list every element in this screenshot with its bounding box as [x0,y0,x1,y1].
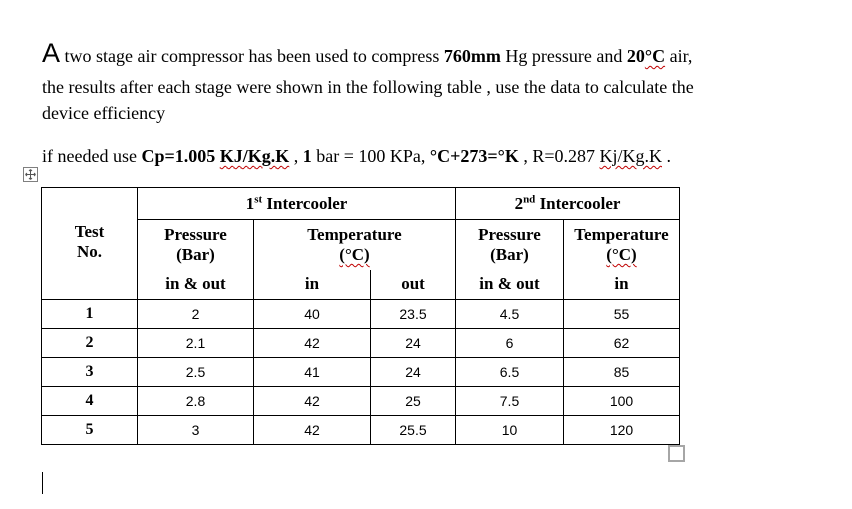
table-row [42,357,680,386]
temperature-1-in-cell: 42 [254,328,371,357]
test-number-cell: 5 [42,415,138,444]
pressure-1-in-out: in & out [138,270,254,300]
question-line-1 [42,38,692,69]
text-segment: air, [665,46,693,66]
test-header-bottom [42,270,138,300]
pressure-2-cell: 7.5 [456,386,564,415]
intercooler-1-header: 1st Intercooler [138,188,456,220]
pressure-2-cell: 6 [456,328,564,357]
test-number-cell: 2 [42,328,138,357]
cp-unit: KJ/Kg.K [219,146,290,166]
pressure-1-header: Pressure (Bar) [138,220,254,270]
move-arrows-icon [25,169,36,180]
temperature-1-out-cell: 23.5 [371,299,456,328]
table-resize-handle[interactable] [668,445,685,462]
temperature-1-out-cell: 25.5 [371,415,456,444]
text-segment: . [662,146,671,166]
cp-value: Cp=1.005 [141,146,220,166]
temperature-2-in-cell: 85 [564,357,680,386]
pressure-1-cell: 3 [138,415,254,444]
r-unit: Kj/Kg.K [599,146,662,166]
temperature-1-in-cell: 42 [254,386,371,415]
temperature-2-in-cell: 100 [564,386,680,415]
table-row [42,386,680,415]
test-number-header: Test No. [42,220,138,270]
temperature-1-out-cell: 24 [371,357,456,386]
table-move-handle[interactable] [23,167,38,182]
table-row [42,299,680,328]
table-row [42,415,680,444]
pressure-2-in-out: in & out [456,270,564,300]
table-row [42,328,680,357]
bold-temperature-value: 20 [626,46,645,66]
test-number-cell: 4 [42,386,138,415]
temperature-1-out-cell: 25 [371,386,456,415]
pressure-2-header: Pressure (Bar) [456,220,564,270]
header-row-in-out [42,270,680,300]
temperature-2-in-cell: 62 [564,328,680,357]
text-segment: Hg pressure and [500,46,627,66]
question-line-4 [42,146,671,167]
pressure-2-cell: 6.5 [456,357,564,386]
temperature-1-in-cell: 41 [254,357,371,386]
test-number-cell: 3 [42,357,138,386]
temperature-2-in: in [564,270,680,300]
kelvin-conversion: °C+273=°K [429,146,519,166]
test-number-cell: 1 [42,299,138,328]
question-line-3: device efficiency [42,103,166,123]
temperature-1-in-cell: 42 [254,415,371,444]
text-cursor [42,472,43,494]
text-segment: bar = 100 KPa, [311,146,430,166]
pressure-2-cell: 10 [456,415,564,444]
temperature-1-out-cell: 24 [371,328,456,357]
r-label: , R=0.287 [518,146,600,166]
text-segment: two stage air compressor has been used to compress [60,46,444,66]
header-row-quantities [42,220,680,270]
temperature-2-in-cell: 55 [564,299,680,328]
text-segment: , [289,146,303,166]
temperature-2-in-cell: 120 [564,415,680,444]
temperature-1-out: out [371,270,456,300]
question-line-2: the results after each stage were shown in the following table , use the data to calculate the [42,77,694,97]
drop-letter: A [42,38,61,68]
degree-celsius-unit: °C [644,46,666,66]
header-row-intercoolers [42,188,680,220]
temperature-2-header: Temperature (°C) [564,220,680,270]
temperature-1-in: in [254,270,371,300]
bar-value: 1 [302,146,312,166]
intercooler-2-header: 2nd Intercooler [456,188,680,220]
pressure-1-cell: 2 [138,299,254,328]
test-header-top [42,188,138,220]
pressure-1-cell: 2.1 [138,328,254,357]
bold-pressure-value: 760mm [443,46,501,66]
text-segment: if needed use [42,146,142,166]
pressure-1-cell: 2.8 [138,386,254,415]
pressure-2-cell: 4.5 [456,299,564,328]
results-table [41,187,680,445]
temperature-1-header: Temperature (°C) [254,220,456,270]
pressure-1-cell: 2.5 [138,357,254,386]
temperature-1-in-cell: 40 [254,299,371,328]
